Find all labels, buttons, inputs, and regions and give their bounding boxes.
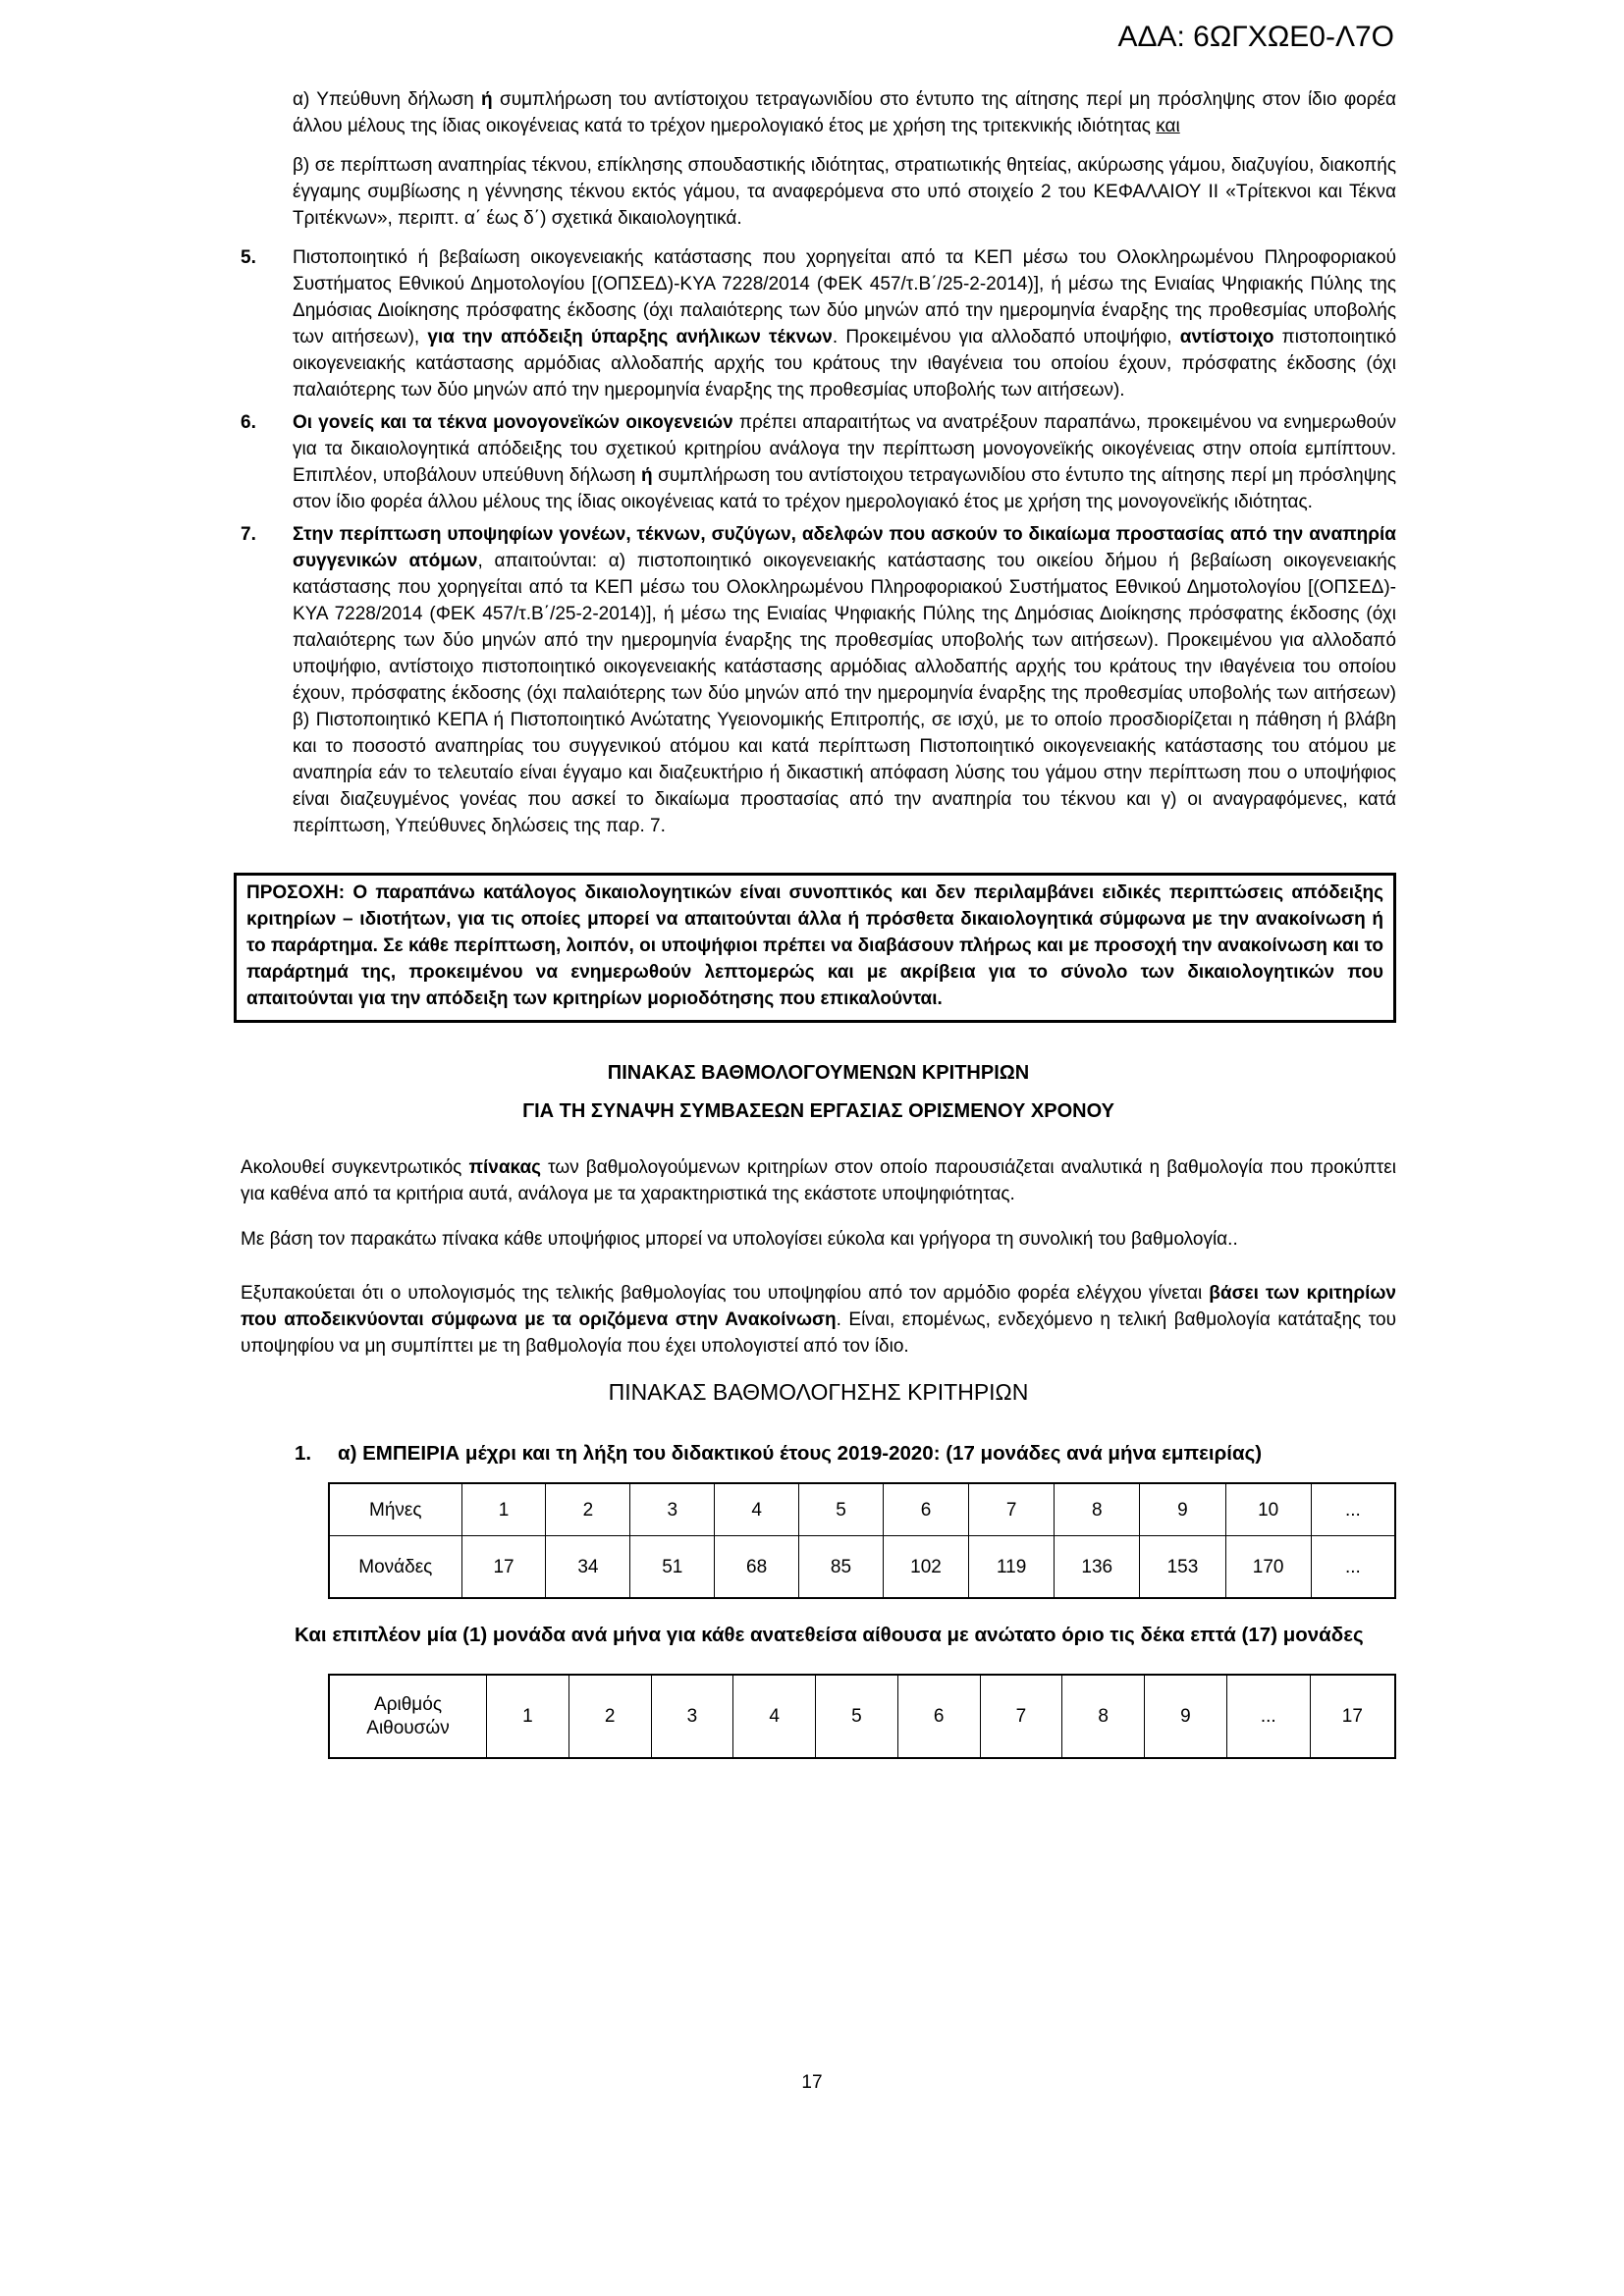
table-cell: 170 (1225, 1536, 1311, 1599)
list-item-7-body (293, 521, 1396, 839)
list-item-5 (241, 244, 1396, 403)
table-cell: 6 (897, 1675, 980, 1758)
heading-criteria-line2: ΓΙΑ ΤΗ ΣΥΝΑΨΗ ΣΥΜΒΑΣΕΩΝ ΕΡΓΑΣΙΑΣ ΟΡΙΣΜΕΝΟΥ ΧΡΟΝΟΥ (522, 1100, 1114, 1122)
rooms-table (328, 1674, 1396, 1759)
paragraph-1-text: Ακολουθεί συγκεντρωτικός (241, 1157, 469, 1178)
list-item-7 (241, 521, 1396, 839)
sub-item-a-text2: συμπλήρωση του αντίστοιχου τετραγωνιδίου στο έντυπο της αίτησης περί μη πρόσληψης στον ίδιο φορέα άλλου μέλους της ίδιας οικογένειας κατά το τρέχον ημερολογιακό έτος με χρήση της τριτεκνικής ιδιότητας (293, 89, 1396, 136)
table-cell: 119 (969, 1536, 1055, 1599)
table-cell: 102 (883, 1536, 968, 1599)
sub-item-a-underlined: και (1156, 116, 1180, 136)
item6-bold-1: Οι γονείς και τα τέκνα μονογονεϊκών οικογενειών (293, 412, 733, 433)
table-cell: 68 (715, 1536, 799, 1599)
paragraph-3-bold: βάσει των κριτηρίων που αποδεικνύονται σύμφωνα με τα οριζόμενα στην Ανακοίνωση (241, 1283, 1397, 1330)
table-cell: 153 (1140, 1536, 1225, 1599)
table-cell: 17 (1310, 1675, 1395, 1758)
item5-text2: . Προκειμένου για αλλοδαπό υποψήφιο, (832, 327, 1180, 347)
paragraph-3-text2: . Είναι, επομένως, ενδεχόμενο η τελική βαθμολογία κατάταξης του υποψηφίου να μη συμπίπτει με τη βαθμολογία που έχει υπολογιστεί από τον ίδιο. (241, 1309, 1396, 1357)
table-cell: 8 (1055, 1483, 1140, 1536)
page-number: 17 (801, 2072, 823, 2093)
sub-item-a (293, 86, 1396, 139)
item6-bold-2: ή (640, 465, 653, 486)
table-cell: 1 (461, 1483, 546, 1536)
table-cell: 6 (883, 1483, 968, 1536)
table-cell: ... (1311, 1483, 1395, 1536)
sub-item-b (293, 152, 1396, 232)
criterion-1-number: 1. (295, 1442, 312, 1465)
table-cell: 85 (799, 1536, 884, 1599)
page-content (241, 86, 1396, 1759)
item5-bold-2: αντίστοιχο (1179, 327, 1274, 347)
table-cell: 8 (1062, 1675, 1145, 1758)
item5-text: Πιστοποιητικό ή βεβαίωση οικογενειακής κατάστασης που χορηγείται από τα ΚΕΠ μέσω του Ολοκληρωμένου Πληροφοριακού Συστήματος Εθνικού Δημοτολογίου [(ΟΠΣΕΔ)-ΚΥΑ 7228/2014 (ΦΕΚ 457/τ.Β΄/25-2-2014)], ή μέσω της Ενιαίας Ψηφιακής Πύλης της Δημόσιας Διοίκησης πρόσφατης έκδοσης (όχι παλαιότερης των δύο μηνών από την ημερομηνία έναρξης της προθεσμίας υποβολής των αιτήσεων), (293, 247, 1396, 347)
table-cell: 51 (630, 1536, 715, 1599)
table-cell: Μονάδες (329, 1536, 461, 1599)
item7-text: , απαιτούνται: α) πιστοποιητικό οικογενειακής κατάστασης του οικείου δήμου ή βεβαίωση οικογενειακής κατάστασης που χορηγείται από τα ΚΕΠ μέσω του Ολοκληρωμένου Πληροφοριακού Συστήματος Εθνικού Δημοτολογίου [(ΟΠΣΕΔ)-ΚΥΑ 7228/2014 (ΦΕΚ 457/τ.Β΄/25-2-2014)], ή μέσω της Ενιαίας Ψηφιακής Πύλης της Δημόσιας Διοίκησης πρόσφατης έκδοσης (όχι παλαιότερης των δύο μηνών από την ημερομηνία έναρξης της προθεσμίας υποβολής των αιτήσεων). Προκειμένου για αλλοδαπό υποψήφιο, αντίστοιχο πιστοποιητικό οικογενειακής κατάστασης αρμόδιας αλλοδαπής αρχής του κράτους την ιθαγένεια του οποίου έχουν, πρόσφατης έκδοσης (όχι παλαιότερης των δύο μηνών από την ημερομηνία έναρξης της προθεσμίας υποβολής των αιτήσεων) β) Πιστοποιητικό ΚΕΠΑ ή Πιστοποιητικό Ανώτατης Υγειονομικής Επιτροπής, σε ισχύ, με το οποίο προσδιορίζεται η πάθηση ή βλάβη και το ποσοστό αναπηρίας του συγγενικού ατόμου και κατά περίπτωση Πιστοποιητικό οικογενειακής κατάστασης του ατόμου με αναπηρία εάν το τελευταίο είναι έγγαμο και διαζευκτήριο ή δικαστική απόφαση λύσης του γάμου στην περίπτωση που ο υποψήφιος είναι διαζευγμένος γονέας που ασκεί το δικαίωμα προστασίας από την αναπηρία του τέκνου και γ) οι αναγραφόμενες, κατά περίπτωση, Υπεύθυνες δηλώσεις της παρ. 7. (293, 551, 1396, 836)
table-cell: 4 (733, 1675, 816, 1758)
table-cell: 2 (568, 1675, 651, 1758)
list-item-6-body (293, 409, 1396, 515)
table-cell: 3 (630, 1483, 715, 1536)
sub-item-a-text: α) Υπεύθυνη δήλωση (293, 89, 482, 110)
table-cell: 2 (546, 1483, 630, 1536)
item6-text: πρέπει απαραιτήτως να ανατρέξουν παραπάνω, προκειμένου να ενημερωθούν για τα δικαιολογητικά απόδειξης του σχετικού κριτηρίου ανάλογα την περίπτωση μονογονεϊκής οικογένειας στην οποία εμπίπτουν. Επιπλέον, υποβάλουν υπεύθυνη δήλωση (293, 412, 1396, 486)
list-item-5-body (293, 244, 1396, 403)
table-cell: 3 (651, 1675, 733, 1758)
criterion-1 (295, 1439, 1396, 1468)
table-cell: 7 (980, 1675, 1062, 1758)
table-cell: 17 (461, 1536, 546, 1599)
paragraph-3 (241, 1280, 1396, 1360)
rooms-table-row (329, 1675, 1395, 1758)
table-cell: 7 (969, 1483, 1055, 1536)
sub-item-a-bold: ή (481, 89, 493, 110)
table-cell: 136 (1055, 1536, 1140, 1599)
ada-code: ΑΔΑ: 6ΩΓΧΩΕ0-Λ7Ο (1117, 21, 1394, 53)
table-cell: ... (1311, 1536, 1395, 1599)
heading-criteria-line1: ΠΙΝΑΚΑΣ ΒΑΘΜΟΛΟΓΟΥΜΕΝΩΝ ΚΡΙΤΗΡΙΩΝ (607, 1062, 1030, 1084)
table-cell: 5 (799, 1483, 884, 1536)
table-cell: 9 (1140, 1483, 1225, 1536)
item6-text2: συμπλήρωση του αντίστοιχου τετραγωνιδίου στο έντυπο της αίτησης περί μη πρόσληψης στον ίδιο φορέα άλλου μέλους της ίδιας οικογένειας κατά το τρέχον ημερολογιακό έτος με χρήση της μονογονεϊκής ιδιότητας. (293, 465, 1396, 512)
paragraph-1-text2: των βαθμολογούμενων κριτηρίων στον οποίο παρουσιάζεται αναλυτικά η βαθμολογία που προκύπτει για καθένα από τα κριτήρια αυτά, ανάλογα με τα χαρακτηριστικά της εκάστοτε υποψηφιότητας. (241, 1157, 1396, 1204)
table-cell: 10 (1225, 1483, 1311, 1536)
list-item-6-number: 6. (241, 412, 256, 433)
heading-scoring-table: ΠΙΝΑΚΑΣ ΒΑΘΜΟΛΟΓΗΣΗΣ ΚΡΙΤΗΡΙΩΝ (608, 1379, 1029, 1405)
item7-bold: Στην περίπτωση υποψηφίων γονέων, τέκνων, συζύγων, αδελφών που ασκούν το δικαίωμα προστασίας από την αναπηρία συγγενικών ατόμων (293, 524, 1396, 571)
paragraph-1 (241, 1154, 1396, 1207)
sub-item-b-text: β) σε περίπτωση αναπηρίας τέκνου, επίκλησης σπουδαστικής ιδιότητας, στρατιωτικής θητείας, ακύρωσης γάμου, διαζυγίου, διακοπής έγγαμης συμβίωσης η γέννησης τέκνου εκτός γάμου, τα αναφερόμενα στο υπό στοιχείο 2 του ΚΕΦΑΛΑΙΟΥ ΙΙ «Τρίτεκνοι και Τέκνα Τριτέκνων», περιπτ. α΄ έως δ΄) σχετικά δικαιολογητικά. (293, 155, 1396, 229)
extra-units-note: Και επιπλέον μία (1) μονάδα ανά μήνα για κάθε ανατεθείσα αίθουσα με ανώτατο όριο τις δέκα επτά (17) μονάδες (295, 1624, 1364, 1646)
table-cell: 1 (487, 1675, 569, 1758)
table-cell: 34 (546, 1536, 630, 1599)
experience-table-months-row (329, 1483, 1395, 1536)
criterion-1-text: α) ΕΜΠΕΙΡΙΑ μέχρι και τη λήξη του διδακτικού έτους 2019-2020: (17 μονάδες ανά μήνα εμπειρίας) (338, 1442, 1263, 1465)
list-item-6 (241, 409, 1396, 515)
list-item-5-number: 5. (241, 247, 256, 268)
item5-text3: πιστοποιητικό οικογενειακής κατάστασης αρμόδιας αλλοδαπής αρχής του κράτους την ιθαγένεια του οποίου έχουν, πρόσφατης έκδοσης (όχι παλαιότερης των δύο μηνών από την ημερομηνία έναρξης της προθεσμίας υποβολής των αιτήσεων). (293, 327, 1397, 400)
table-cell: 9 (1145, 1675, 1227, 1758)
experience-table-units-row (329, 1536, 1395, 1599)
table-cell: 4 (715, 1483, 799, 1536)
item5-bold-1: για την απόδειξη ύπαρξης ανήλικων τέκνων (427, 327, 833, 347)
table-cell: Μήνες (329, 1483, 461, 1536)
paragraph-2: Με βάση τον παρακάτω πίνακα κάθε υποψήφιος μπορεί να υπολογίσει εύκολα και γρήγορα τη συνολική του βαθμολογία.. (241, 1229, 1238, 1250)
warning-box: ΠΡΟΣΟΧΗ: Ο παραπάνω κατάλογος δικαιολογητικών είναι συνοπτικός και δεν περιλαμβάνει ειδικές περιπτώσεις απόδειξης κριτηρίων – ιδιοτήτων, για τις οποίες μπορεί να απαιτούνται άλλα ή πρόσθετα δικαιολογητικά σύμφωνα με την ανακοίνωση ή το παράρτημα. Σε κάθε περίπτωση, λοιπόν, οι υποψήφιοι πρέπει να διαβάσουν πλήρως και με προσοχή την ανακοίνωση και το παράρτημά της, προκειμένου να ενημερωθούν λεπτομερώς και με ακρίβεια για το σύνολο των δικαιολογητικών που απαιτούνται για την απόδειξη των κριτηρίων μοριοδότησης που επικαλούνται. (234, 873, 1396, 1023)
list-item-7-number: 7. (241, 524, 256, 545)
table-cell: Αριθμός Αιθουσών (329, 1675, 487, 1758)
paragraph-1-bold: πίνακας (468, 1157, 542, 1178)
paragraph-3-text: Εξυπακούεται ότι ο υπολογισμός της τελικής βαθμολογίας του υποψηφίου από τον αρμόδιο φορέα ελέγχου γίνεται (241, 1283, 1210, 1304)
table-cell: 5 (816, 1675, 898, 1758)
experience-table (328, 1482, 1396, 1599)
table-cell: ... (1226, 1675, 1310, 1758)
